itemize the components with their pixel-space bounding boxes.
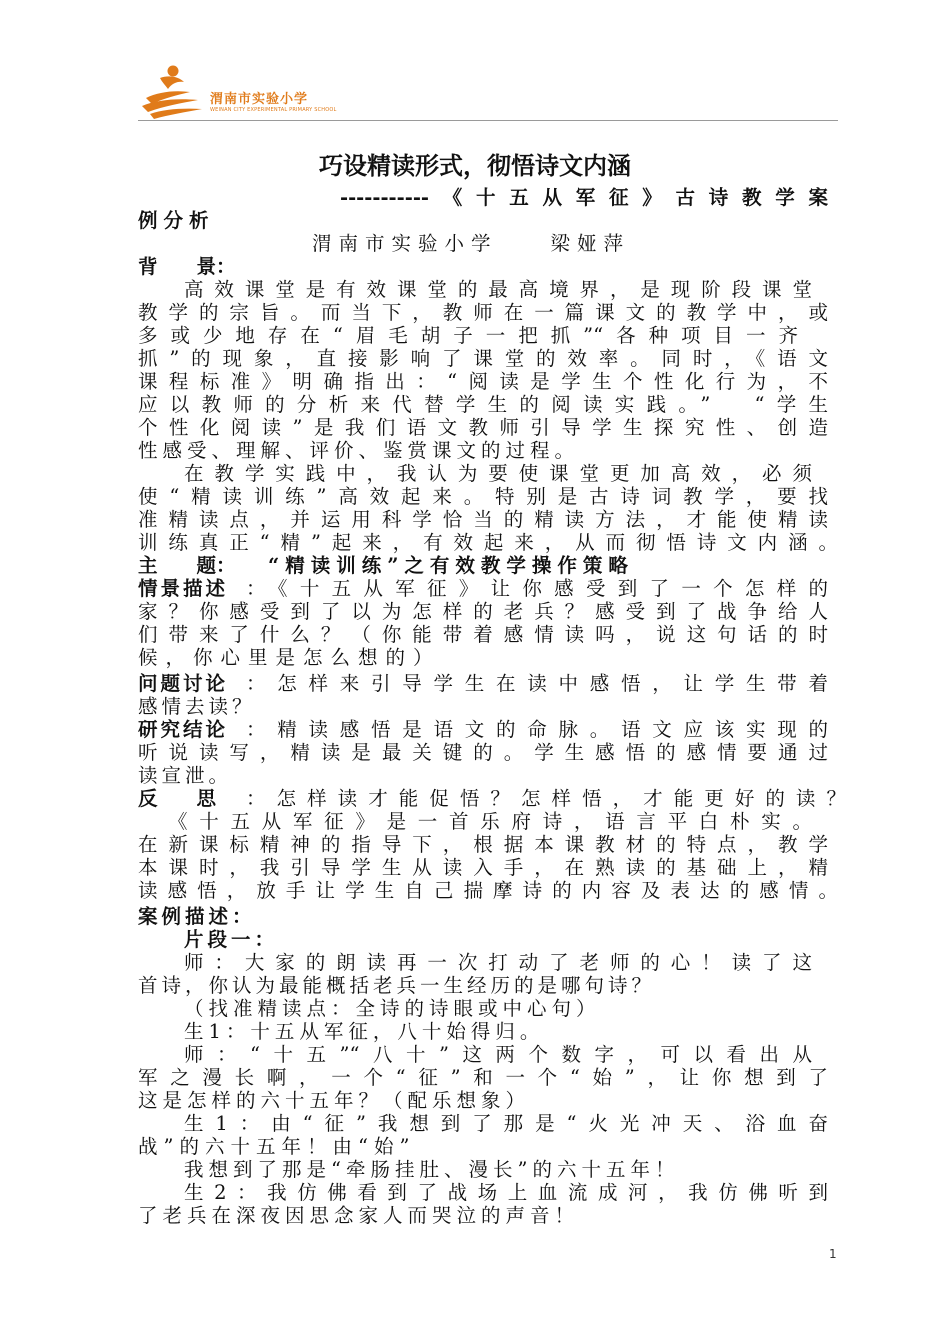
theme-label: 主 题： bbox=[138, 554, 236, 577]
page-title: 巧设精读形式，彻悟诗文内涵 bbox=[319, 152, 631, 180]
case-line-12: 了老兵在深夜因思念家人而哭泣的声音！ bbox=[138, 1204, 580, 1227]
conclusion-label: 研究结论 bbox=[138, 718, 229, 741]
scenario-line-3: 们带来了什么？（你能带着感情读吗，说这句话的时 bbox=[138, 623, 828, 646]
case-line-10: 我想到了那是“牵肠挂肚、漫长”的六十五年！ bbox=[184, 1158, 680, 1181]
question-label: 问题讨论 bbox=[138, 672, 229, 695]
page-number: 1 bbox=[829, 1247, 837, 1261]
header-divider bbox=[138, 120, 838, 121]
background-p1-line-8: 性感受、理解、评价、鉴赏课文的过程。 bbox=[138, 439, 580, 462]
background-p2-line-1: 在教学实践中，我认为要使课堂更加高效，必须 bbox=[184, 462, 812, 485]
case-line-4: 生1：十五从军征，八十始得归。 bbox=[184, 1020, 545, 1043]
header bbox=[138, 62, 838, 122]
reflection-label: 反 思 bbox=[138, 787, 217, 810]
question-line-2: 感情去读？ bbox=[138, 695, 256, 718]
case-line-7: 这是怎样的六十五年？（配乐想象） bbox=[138, 1089, 531, 1112]
case-line-1: 师：大家的朗读再一次打动了老师的心！读了这 bbox=[184, 951, 812, 974]
author: 渭南市实验小学 梁娅萍 bbox=[312, 232, 631, 255]
background-p1-line-3: 多或少地存在“眉毛胡子一把抓”“各种项目一齐 bbox=[138, 324, 798, 347]
background-p1-line-7: 个性化阅读”是我们语文教师引导学生探究性、创造 bbox=[138, 416, 828, 439]
case-line-2: 首诗，你认为最能概括老兵一生经历的是哪句诗？ bbox=[138, 974, 656, 997]
scenario-line-2: 家？你感受到了以为怎样的老兵？感受到了战争给人 bbox=[138, 600, 828, 623]
subtitle-line-1: -----------《十五从军征》古诗教学案 bbox=[340, 186, 828, 209]
case-line-11: 生2：我仿佛看到了战场上血流成河，我仿佛听到 bbox=[184, 1181, 828, 1204]
background-p2-line-3: 准精读点，并运用科学恰当的精读方法，才能使精读 bbox=[138, 508, 828, 531]
theme-text: “精读训练”之有效教学操作策略 bbox=[268, 554, 634, 577]
case-segment-label: 片段一： bbox=[184, 928, 279, 951]
conclusion-line-1: ：精读感悟是语文的命脉。语文应该实现的 bbox=[246, 718, 828, 741]
scenario-label: 情景描述 bbox=[138, 577, 229, 600]
case-line-9: 战”的六十五年！由“始” bbox=[138, 1135, 416, 1158]
reflection-line-4: 本课时，我引导学生从读入手，在熟读的基础上，精 bbox=[138, 856, 828, 879]
case-heading: 案例描述： bbox=[138, 905, 256, 928]
background-p1-line-2: 教学的宗旨。而当下，教师在一篇课文的教学中，或 bbox=[138, 301, 828, 324]
case-line-3: （找准精读点：全诗的诗眼或中心句） bbox=[184, 997, 601, 1020]
reflection-line-3: 在新课标精神的指导下，根据本课教材的特点，教学 bbox=[138, 833, 828, 856]
logo-school-name: 渭南市实验小学 bbox=[210, 92, 309, 107]
case-line-8: 生1：由“征”我想到了那是“火光冲天、浴血奋 bbox=[184, 1112, 828, 1135]
logo-english-name: WEINAN CITY EXPERIMENTAL PRIMARY SCHOOL bbox=[210, 107, 337, 113]
background-p1-line-6: 应以教师的分析来代替学生的阅读实践。” “学生 bbox=[138, 393, 828, 416]
scenario-line-4: 候，你心里是怎么想的） bbox=[138, 646, 441, 669]
background-p2-line-2: 使“精读训练”高效起来。特别是古诗词教学，要找 bbox=[138, 485, 828, 508]
background-p1-line-5: 课程标准》明确指出：“阅读是学生个性化行为，不 bbox=[138, 370, 828, 393]
question-line-1: ：怎样来引导学生在读中感悟，让学生带着 bbox=[246, 672, 828, 695]
scenario-line-1: ：《十五从军征》让你感受到了一个怎样的 bbox=[246, 577, 828, 600]
reflection-line-2: 《十五从军征》是一首乐府诗，语言平白朴实。 bbox=[168, 810, 812, 833]
reflection-line-1: ：怎样读才能促悟？怎样悟，才能更好的读？ bbox=[246, 787, 846, 810]
school-logo-icon bbox=[138, 62, 208, 120]
case-line-6: 军之漫长啊，一个“征”和一个“始”，让你想到了 bbox=[138, 1066, 828, 1089]
reflection-line-5: 读感悟，放手让学生自己揣摩诗的内容及表达的感情。 bbox=[138, 879, 838, 902]
subtitle-line-2: 例分析 bbox=[138, 209, 215, 232]
conclusion-line-3: 读宣泄。 bbox=[138, 764, 233, 787]
background-p2-line-4: 训练真正“精”起来，有效起来，从而彻悟诗文内涵。 bbox=[138, 531, 838, 554]
background-p1-line-1: 高效课堂是有效课堂的最高境界，是现阶段课堂 bbox=[184, 278, 812, 301]
background-heading: 背 景： bbox=[138, 255, 236, 278]
case-line-5: 师：“十五”“八十”这两个数字，可以看出从 bbox=[184, 1043, 812, 1066]
conclusion-line-2: 听说读写，精读是最关键的。学生感悟的感情要通过 bbox=[138, 741, 828, 764]
background-p1-line-4: 抓”的现象，直接影响了课堂的效率。同时，《语文 bbox=[138, 347, 828, 370]
